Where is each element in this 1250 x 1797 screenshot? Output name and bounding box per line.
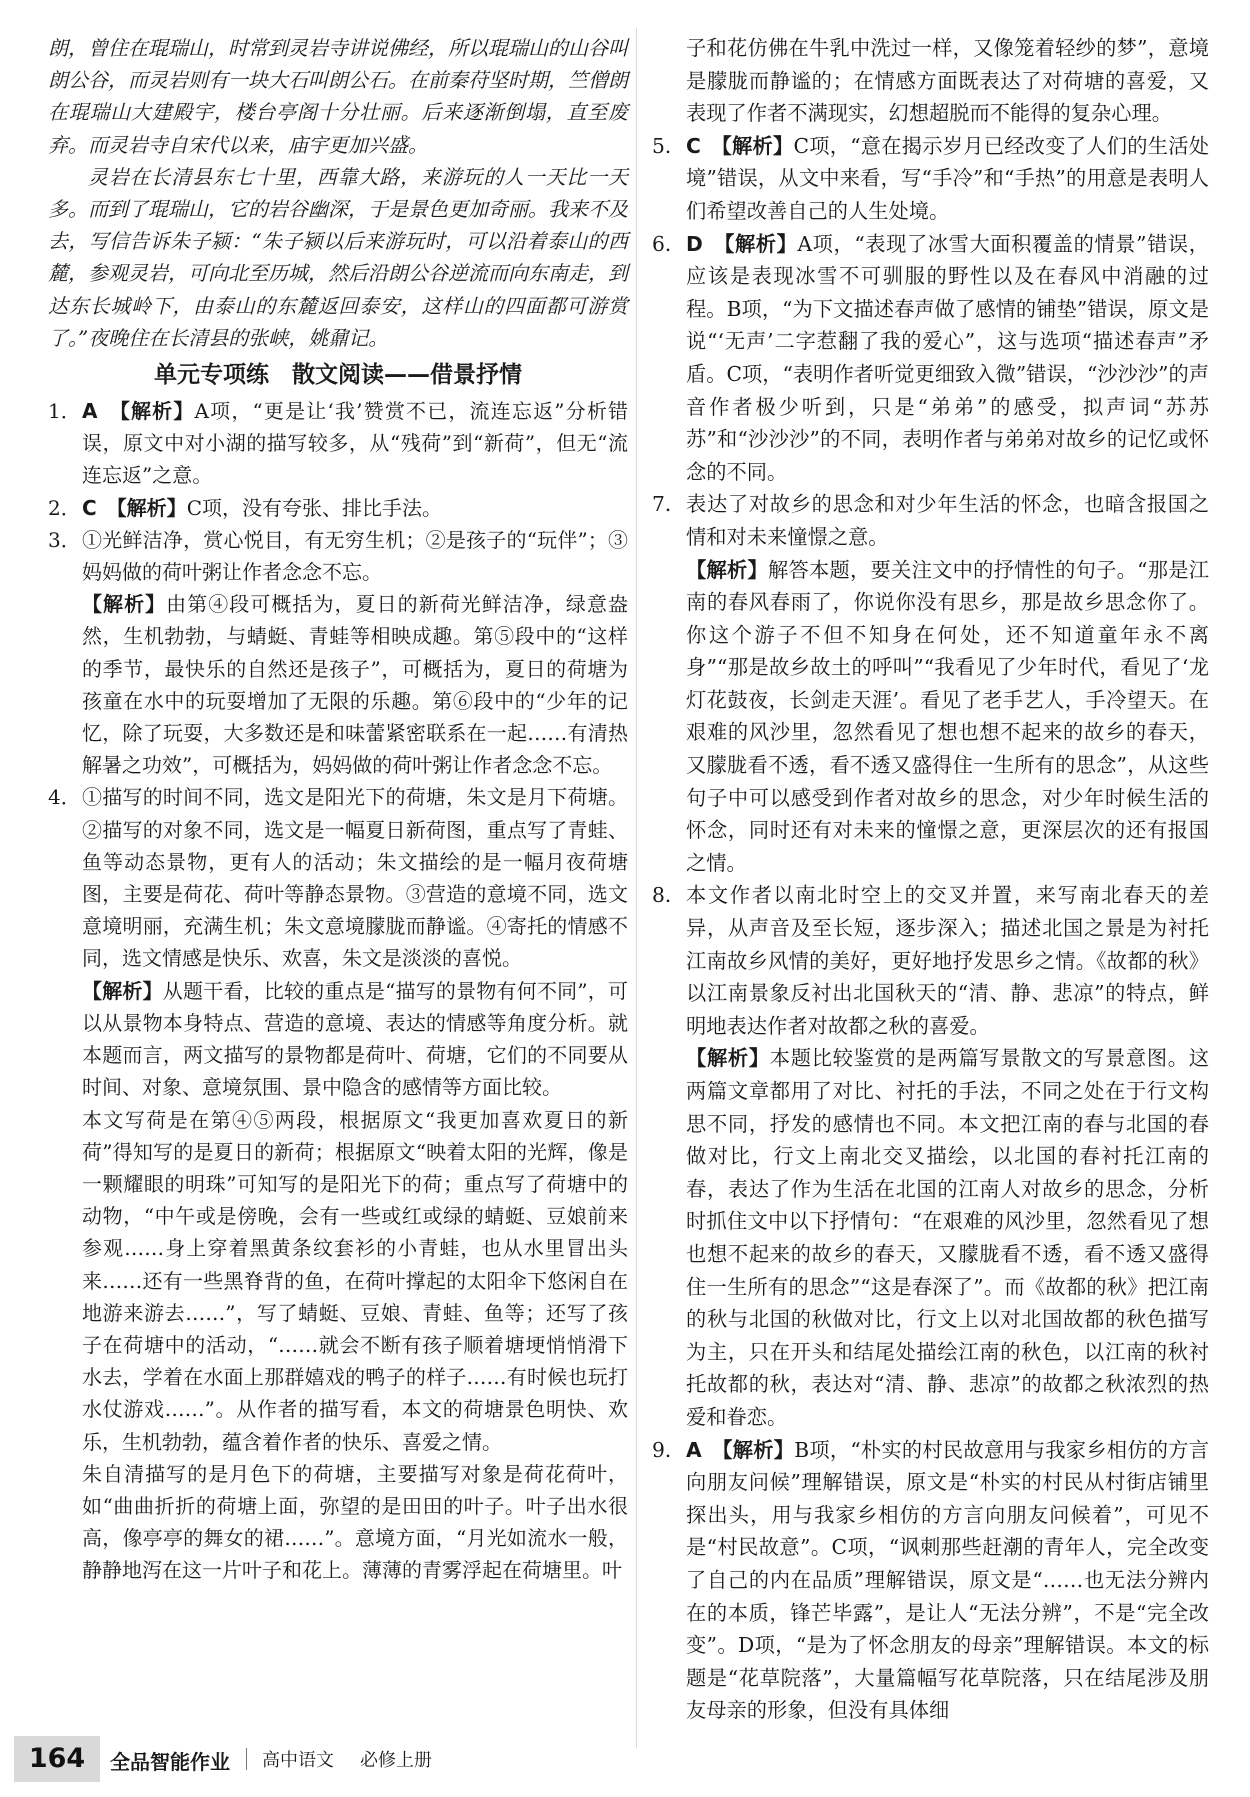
left-column bbox=[48, 32, 628, 1587]
answer-item-3 bbox=[48, 524, 628, 588]
footer-divider bbox=[246, 1748, 247, 1770]
answer-number: 3． bbox=[48, 527, 81, 552]
analysis-paragraph: 朱自清描写的是月色下的荷塘，主要描写对象是荷花荷叶，如“曲曲折折的荷塘上面，弥望的是田田的叶子。叶子出水很高，像亭亭的舞女的裙……”。意境方面，“月光如流水一般，静静地泻在这一片叶子和花上。薄薄的青雾浮起在荷塘里。叶 bbox=[82, 1461, 628, 1583]
answer-item-4 bbox=[48, 781, 628, 974]
answer-item-8 bbox=[652, 879, 1209, 1042]
right-column bbox=[652, 32, 1209, 1727]
analysis-text: 解答本题，要关注文中的抒情性的句子。“那是江南的春风春雨了，你说你没有思乡，那是故乡思念你了。你这个游子不但不知身在何处，还不知道童年永不离身”“那是故乡故土的呼叫”“我看见了少年时代，看见了‘龙灯花鼓夜，长剑走天涯’。看见了老手艺人，手冷望天。在艰难的风沙里，忽然看见了想也想不起来的故乡的春天，又朦胧看不透，看不透又盛得住一生所有的思念”，从这些句子中可以感受到作者对故乡的思念，对少年时候生活的怀念，同时还有对未来的憧憬之意，更深层次的还有报国之情。 bbox=[686, 557, 1209, 875]
analysis-paragraph bbox=[48, 975, 628, 1104]
analysis-tag: 【解析】 bbox=[82, 978, 163, 1003]
analysis-tag: 【解析】 bbox=[82, 592, 167, 617]
answer-text: ①光鲜洁净，赏心悦目，有无穷生机；②是孩子的“玩伴”；③妈妈做的荷叶粥让作者念念不忘。 bbox=[82, 527, 628, 585]
answer-item-9 bbox=[652, 1434, 1209, 1727]
answer-item-7 bbox=[652, 488, 1209, 553]
analysis-paragraph bbox=[48, 588, 628, 781]
answer-text: C项，没有夸张、排比手法。 bbox=[186, 495, 442, 520]
translation-paragraph: 朗，曾住在琨瑞山，时常到灵岩寺讲说佛经，所以琨瑞山的山谷叫朗公谷，而灵岩则有一块大石叫朗公石。在前秦苻坚时期，竺僧朗在琨瑞山大建殿宇，楼台亭阁十分壮丽。后来逐渐倒塌，直至废弃。而灵岩寺自宋代以来，庙宇更加兴盛。 bbox=[48, 36, 628, 157]
answer-text: 本文作者以南北时空上的交叉并置，来写南北春天的差异，从声音及至长短，逐步深入；描述北国之景是为衬托江南故乡风情的美好，更好地抒发思乡之情。《故都的秋》以江南景象反衬出北国秋天的“清、静、悲凉”的特点，鲜明地表达作者对故都之秋的喜爱。 bbox=[686, 883, 1209, 1038]
analysis-text: 从题干看，比较的重点是“描写的景物有何不同”，可以从景物本身特点、营造的意境、表达的情感等角度分析。就本题而言，两文描写的景物都是荷叶、荷塘，它们的不同要从时间、对象、意境氛围、景中隐含的感情等方面比较。 bbox=[82, 978, 629, 1100]
page-number: 164 bbox=[14, 1736, 100, 1782]
continued-paragraph: 子和花仿佛在牛乳中洗过一样，又像笼着轻纱的梦”，意境是朦胧而静谧的；在情感方面既表达了对荷塘的喜爱，又表现了作者不满现实，幻想超脱而不能得的复杂心理。 bbox=[686, 36, 1209, 126]
answer-text: A项，“表现了冰雪大面积覆盖的情景”错误，应该是表现冰雪不可驯服的野性以及在春风中消融的过程。B项，“为下文描述春声做了感情的铺垫”错误，原文是说“‘无声’二字惹翻了我的爱心”，这与选项“描述春声”矛盾。C项，“表明作者听觉更细致入微”错误，“沙沙沙”的声音作者极少听到，只是“弟弟”的感受，拟声词“苏苏苏”和“沙沙沙”的不同，表明作者与弟弟对故乡的记忆或怀念的不同。 bbox=[686, 231, 1209, 484]
column-divider bbox=[636, 28, 637, 1748]
answer-number: 4． bbox=[48, 785, 81, 810]
page-footer bbox=[0, 1736, 1250, 1784]
answer-text: 表达了对故乡的思念和对少年生活的怀念，也暗含报国之情和对未来憧憬之意。 bbox=[686, 492, 1209, 549]
answer-number: 9． bbox=[652, 1437, 686, 1462]
analysis-tag: 【解析】 bbox=[686, 557, 769, 582]
answer-text: C项，“意在揭示岁月已经改变了人们的生活处境”错误，从文中来看，写“手冷”和“手热”的用意是表明人们希望改善自己的人生处境。 bbox=[686, 133, 1209, 223]
analysis-tag: 【解析】 bbox=[686, 1046, 770, 1071]
volume-label: 必修上册 bbox=[360, 1750, 432, 1771]
analysis-text: 由第④段可概括为，夏日的新荷光鲜洁净，绿意盎然，生机勃勃，与蜻蜓、青蛙等相映成趣。第⑤段中的“这样的季节，最快乐的自然还是孩子”，可概括为，夏日的荷塘为孩童在水中的玩耍增加了无限的乐趣。第⑥段中的“少年的记忆，除了玩耍，大多数还是和味蕾紧密联系在一起……有清热解暑之功效”，可概括为，妈妈做的荷叶粥让作者念念不忘。 bbox=[82, 592, 629, 778]
answer-tag: D 【解析】 bbox=[686, 231, 798, 256]
answer-number: 1． bbox=[48, 399, 81, 424]
answer-item-5 bbox=[652, 130, 1209, 228]
translation-paragraph: 灵岩在长清县东七十里，西靠大路，来游玩的人一天比一天多。而到了琨瑞山，它的岩谷幽深，于是景色更加奇丽。我来不及去，写信告诉朱子颍：“朱子颍以后来游玩时，可以沿着泰山的西麓，参观灵岩，可向北至历城，然后沿朗公谷逆流而向东南走，到达东长城岭下，由泰山的东麓返回泰安，这样山的四面都可游赏了。”夜晚住在长清县的张峡，姚鼐记。 bbox=[48, 164, 628, 350]
answer-text: B项，“朴实的村民故意用与我家乡相仿的方言向朋友问候”理解错误，原文是“朴实的村民从村街店铺里探出头，用与我家乡相仿的方言向朋友问候着”，可见不是“村民故意”。C项，“讽刺那些赶潮的青年人，完全改变了自己的内在品质”理解错误，原文是“……也无法分辨内在的本质，锋芒毕露”，是让人“无法分辨”，不是“完全改变”。D项，“是为了怀念朋友的母亲”理解错误。本文的标题是“花草院落”，大量篇幅写花草院落，只在结尾涉及朋友母亲的形象，但没有具体细 bbox=[686, 1437, 1209, 1723]
answer-item-6 bbox=[652, 228, 1209, 489]
analysis-text: 本题比较鉴赏的是两篇写景散文的写景意图。这两篇文章都用了对比、衬托的手法，不同之处在于行文构思不同，抒发的感情也不同。本文把江南的春与北国的春做对比，行文上南北交叉描绘，以北国的春衬托江南的春，表达了作为生活在北国的江南人对故乡的思念，分析时抓住文中以下抒情句：“在艰难的风沙里，忽然看见了想也想不起来的故乡的春天，又朦胧看不透，看不透又盛得住一生所有的思念”“这是春深了”。而《故都的秋》把江南的秋与北国的秋做对比，行文上以对北国故都的秋色描写为主，只在开头和结尾处描绘江南的秋色，以江南的秋衬托故都的秋，表达对“清、静、悲凉”的故都之秋浓烈的热爱和眷恋。 bbox=[686, 1046, 1209, 1429]
answer-text: ①描写的时间不同，选文是阳光下的荷塘，朱文是月下荷塘。②描写的对象不同，选文是一幅夏日新荷图，重点写了青蛙、鱼等动态景物，更有人的活动；朱文描绘的是一幅月夜荷塘图，主要是荷花、荷叶等静态景物。③营造的意境不同，选文意境明丽，充满生机；朱文意境朦胧而静谧。④寄托的情感不同，选文情感是快乐、欢喜，朱文是淡淡的喜悦。 bbox=[82, 785, 628, 971]
answer-tag: A 【解析】 bbox=[82, 399, 195, 424]
answer-item-2 bbox=[48, 492, 628, 524]
answer-number: 8． bbox=[652, 883, 686, 908]
answer-number: 6． bbox=[652, 231, 686, 256]
analysis-paragraph: 本文写荷是在第④⑤两段，根据原文“我更加喜欢夏日的新荷”得知写的是夏日的新荷；根据原文“映着太阳的光辉，像是一颗耀眼的明珠”可知写的是阳光下的荷；重点写了荷塘中的动物，“中午或是傍晚，会有一些或红或绿的蜻蜓、豆娘前来参观……身上穿着黑黄条纹套衫的小青蛙，也从水里冒出头来……还有一些黑脊背的鱼，在荷叶撑起的太阳伞下悠闲自在地游来游去……”，写了蜻蜓、豆娘、青蛙、鱼等；还写了孩子在荷塘中的活动，“……就会不断有孩子顺着塘埂悄悄滑下水去，学着在水面上那群嬉戏的鸭子的样子……有时候也玩打水仗游戏……”。从作者的描写看，本文的荷塘景色明快、欢乐，生机勃勃，蕴含着作者的快乐、喜爱之情。 bbox=[82, 1107, 628, 1454]
answer-number: 7． bbox=[652, 492, 686, 517]
subject-label: 高中语文 bbox=[262, 1750, 334, 1771]
answer-text: A项，“更是让‘我’赞赏不已，流连忘返”分析错误，原文中对小湖的描写较多，从“残荷”到“新荷”，但无“流连忘返”之意。 bbox=[82, 399, 628, 488]
book-title: 全品智能作业 bbox=[110, 1750, 230, 1774]
answer-number: 2． bbox=[48, 495, 81, 520]
answer-tag: A 【解析】 bbox=[686, 1437, 795, 1462]
answer-item-1 bbox=[48, 395, 628, 492]
analysis-paragraph bbox=[652, 554, 1209, 880]
section-title: 单元专项练 散文阅读——借景抒情 bbox=[154, 362, 522, 389]
answer-tag: C 【解析】 bbox=[82, 495, 187, 520]
answer-number: 5． bbox=[652, 133, 686, 158]
answer-tag: C 【解析】 bbox=[686, 133, 794, 158]
analysis-paragraph bbox=[652, 1042, 1209, 1433]
